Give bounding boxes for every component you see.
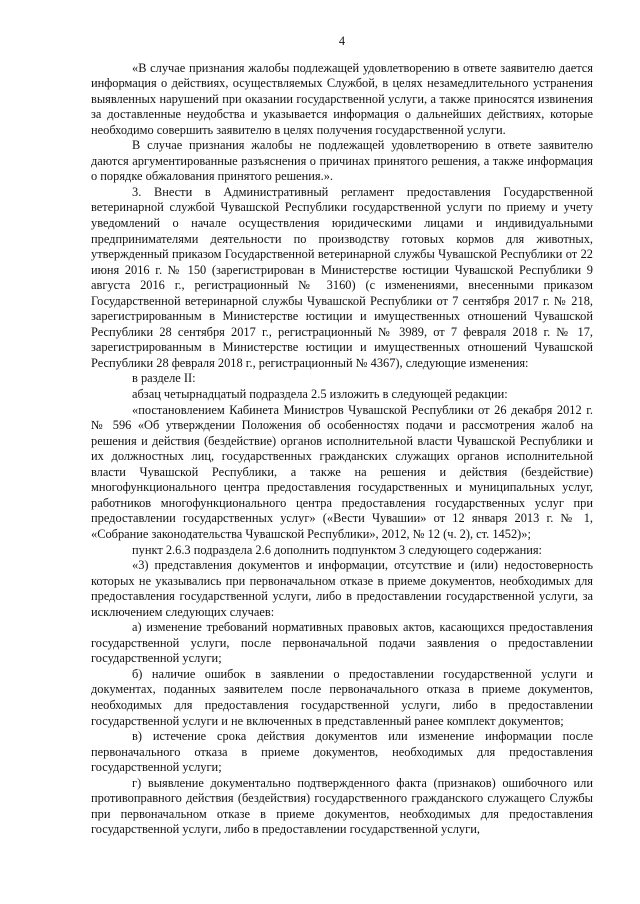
paragraph-subpoint-3: «3) представления документов и информации, отсутствие и (или) недостоверность которых не указывались при первоначальном отказе в приеме документов, необходимых для предоставления государственной услуги, либо в предоставлении государственной услуги, за исключением следующих случаев: bbox=[91, 558, 593, 619]
page-number: 4 bbox=[338, 34, 346, 48]
paragraph-case-b: б) наличие ошибок в заявлении о предоставлении государственной услуги и документах, поданных заявителем после первоначального отказа в приеме документов, необходимых для предоставления государственной услуги, либо в предоставлении государственной услуги и не включенных в представленный ранее комплект документов; bbox=[91, 666, 593, 728]
paragraph-complaint-satisfied: «В случае признания жалобы подлежащей удовлетворению в ответе заявителю дается информация о действиях, осуществляемых Службой, в целях незамедлительного устранения выявленных нарушений при оказании государственной услуги, а также приносятся извинения за доставленные неудобства и указывается информация о дальнейших действиях, которые необходимо совершить заявителю в целях получения государственной услуги. bbox=[91, 60, 593, 137]
paragraph-section-2: в разделе II: bbox=[132, 371, 196, 386]
paragraph-item-3: 3. Внести в Административный регламент предоставления Государственной ветеринарной службой Чувашской Республики государственной услуги по приему и учету уведомлений о начале осуществления юридическими лицами и индивидуальными предпринимателями деятельности по производству готовых кормов для животных, утвержденный приказом Государственной ветеринарной службы Чувашской Республики от 22 июня 2016 г. № 150 (зарегистрирован в Министерстве юстиции Чувашской Республики 9 августа 2016 г., регистрационный № 3160) (с изменениями, внесенными приказом Государственной ветеринарной службы Чувашской Республики от 7 сентября 2017 г. № 218, зарегистрированным в Министерстве юстиции и имущественных отношений Чувашской Республики 28 сентября 2017 г., регистрационный № 3989, от 7 февраля 2018 г. № 17, зарегистрированным в Министерстве юстиции и имущественных отношений Чувашской Республики 28 февраля 2018 г., регистрационный № 4367), следующие изменения: bbox=[91, 184, 593, 370]
paragraph-case-g: г) выявление документально подтвержденного факта (признаков) ошибочного или противоправного действия (бездействия) государственного гражданского служащего Службы при первоначальном отказе в приеме документов, необходимых для предоставления государственной услуги, либо в предоставлении государственной услуги, bbox=[91, 775, 593, 837]
paragraph-complaint-rejected: В случае признания жалобы не подлежащей удовлетворению в ответе заявителю даются аргументированные разъяснения о причинах принятого решения, а также информация о порядке обжалования принятого решения.». bbox=[91, 138, 593, 184]
paragraph-case-v: в) истечение срока действия документов или изменение информации после первоначального отказа в приеме документов, необходимых для предоставления государственной услуги; bbox=[91, 729, 593, 775]
paragraph-point-2-6-3: пункт 2.6.3 подраздела 2.6 дополнить подпунктом 3 следующего содержания: bbox=[132, 542, 542, 557]
paragraph-subsection-2-5: абзац четырнадцатый подраздела 2.5 изложить в следующей редакции: bbox=[132, 387, 508, 402]
paragraph-case-a: а) изменение требований нормативных правовых актов, касающихся предоставления государственной услуги, после первоначальной подачи заявления о предоставлении государственной услуги; bbox=[91, 620, 593, 666]
paragraph-resolution-596: «постановлением Кабинета Министров Чувашской Республики от 26 декабря 2012 г. № 596 «Об утверждении Положения об особенностях подачи и рассмотрения жалоб на решения и действия (бездействие) органов исполнительной власти Чувашской Республики и их должностных лиц, государственных гражданских служащих органов исполнительной власти Чувашской Республики, а также на решения и действия (бездействие) многофункционального центра предоставления государственных и муниципальных услуг, работников многофункционального центра предоставления государственных услуг при предоставлении государственных услуг» («Вести Чувашии» от 12 января 2013 г. № 1, «Собрание законодательства Чувашской Республики», 2012, № 12 (ч. 2), ст. 1452)»; bbox=[91, 402, 593, 541]
